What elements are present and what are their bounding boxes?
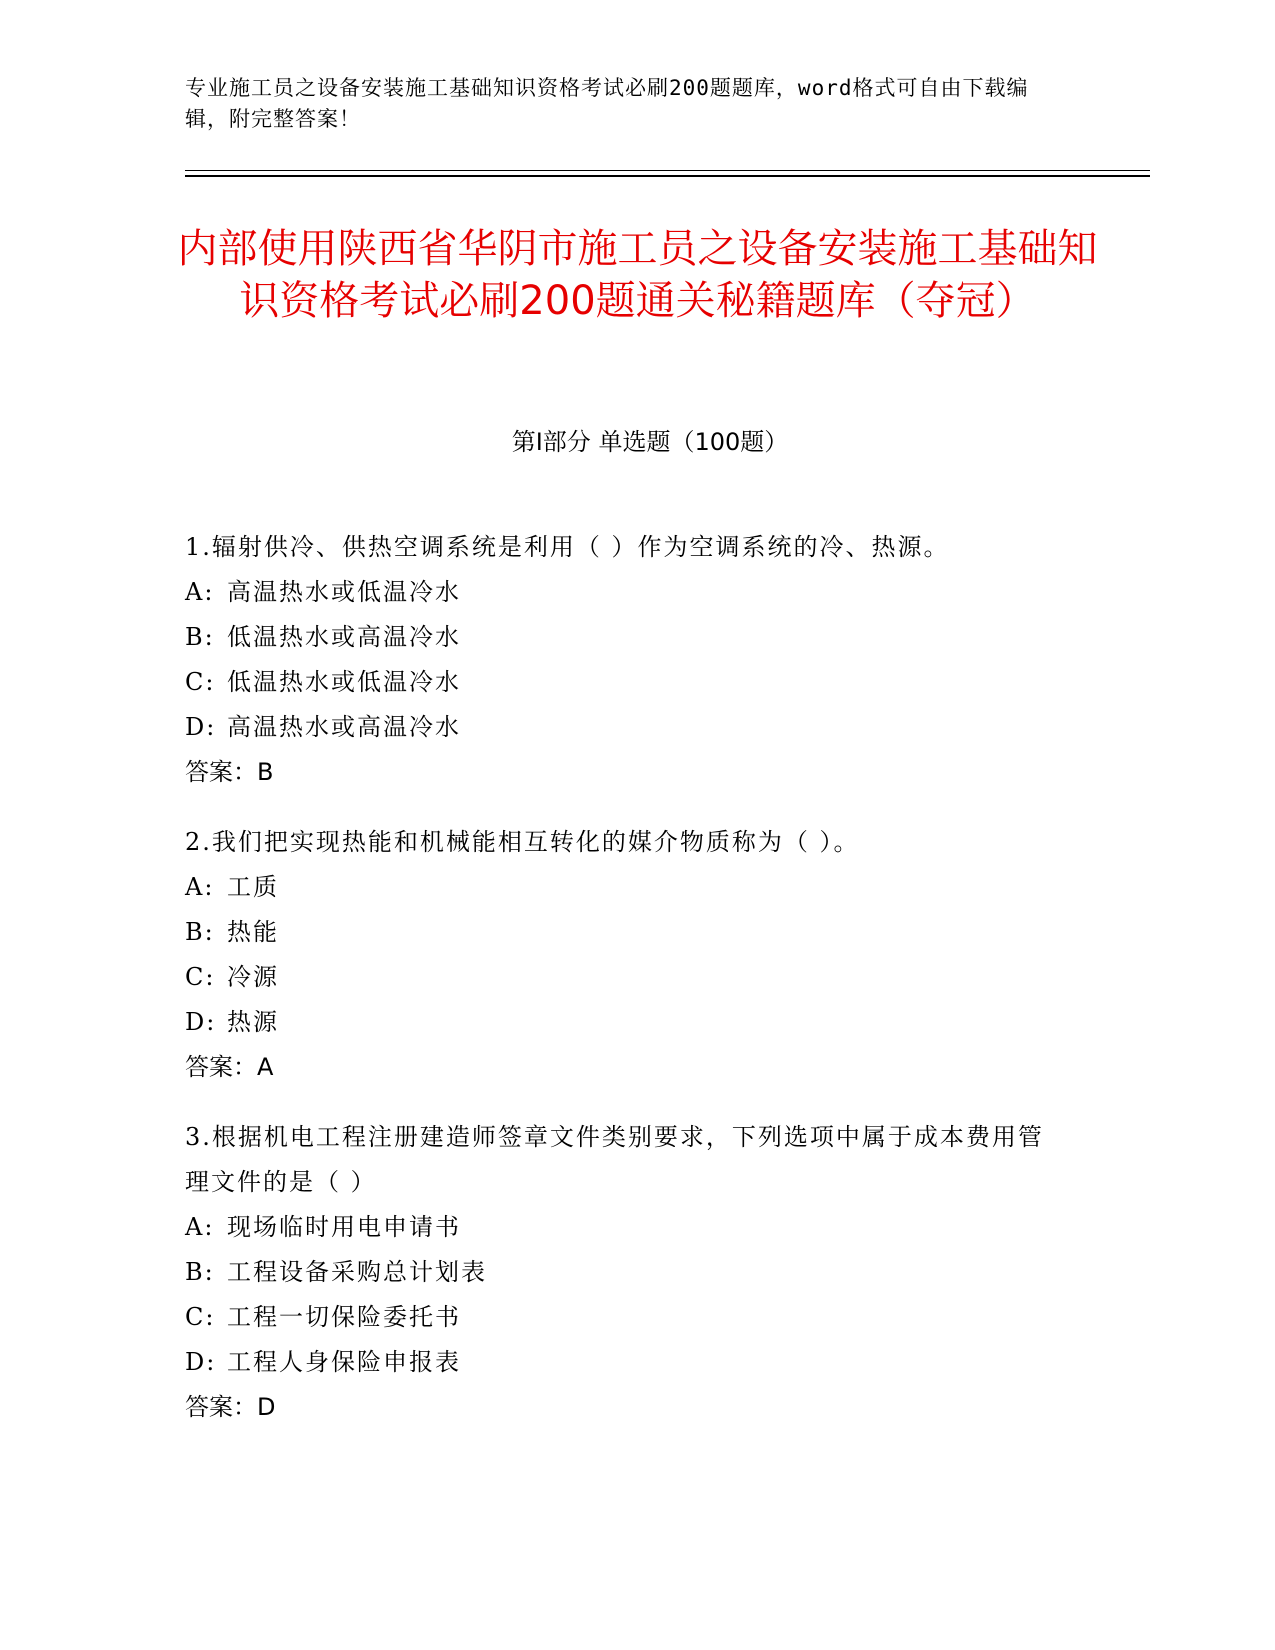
option-text: 工质: [227, 873, 279, 901]
option-key: C:: [185, 963, 216, 991]
question-3: [185, 1115, 1065, 1430]
option-text: 工程人身保险申报表: [227, 1348, 461, 1376]
option-text: 低温热水或高温冷水: [227, 623, 461, 651]
option-key: D:: [185, 1348, 217, 1376]
answer: 答案：B: [185, 758, 274, 786]
option-a: [185, 570, 1065, 615]
option-key: C:: [185, 668, 216, 696]
document-title: 内部使用陕西省华阴市施工员之设备安装施工基础知识资格考试必刷200题通关秘籍题库（夺冠）: [177, 226, 1098, 324]
option-b: [185, 615, 1065, 660]
question-1: [185, 525, 1065, 795]
header-divider-thin: [185, 170, 1150, 171]
option-d: [185, 1000, 1065, 1045]
option-key: A:: [185, 578, 215, 606]
option-d: [185, 1340, 1065, 1385]
option-a: [185, 1205, 1065, 1250]
option-c: [185, 660, 1065, 705]
option-text: 低温热水或低温冷水: [227, 668, 461, 696]
option-key: D:: [185, 1008, 217, 1036]
header-divider-thick: [185, 175, 1150, 177]
option-b: [185, 910, 1065, 955]
answer: 答案：A: [185, 1053, 274, 1081]
option-text: 工程设备采购总计划表: [227, 1258, 487, 1286]
question-stem: 3.根据机电工程注册建造师签章文件类别要求，下列选项中属于成本费用管理文件的是（ ）: [185, 1123, 1044, 1196]
option-text: 冷源: [227, 963, 279, 991]
option-key: B:: [185, 623, 215, 651]
section-title: 第Ⅰ部分 单选题（100题）: [511, 428, 789, 456]
question-stem: 1.辐射供冷、供热空调系统是利用（ ）作为空调系统的冷、热源。: [185, 533, 950, 561]
answer: 答案：D: [185, 1393, 276, 1421]
question-list: [185, 525, 1065, 1455]
option-text: 热源: [227, 1008, 279, 1036]
option-d: [185, 705, 1065, 750]
option-text: 工程一切保险委托书: [227, 1303, 461, 1331]
question-2: [185, 820, 1065, 1090]
option-key: D:: [185, 713, 217, 741]
option-b: [185, 1250, 1065, 1295]
option-text: 热能: [227, 918, 279, 946]
option-c: [185, 955, 1065, 1000]
option-key: B:: [185, 918, 215, 946]
question-stem: 2.我们把实现热能和机械能相互转化的媒介物质称为（ ）。: [185, 828, 860, 856]
option-key: B:: [185, 1258, 215, 1286]
option-text: 高温热水或低温冷水: [227, 578, 461, 606]
option-a: [185, 865, 1065, 910]
option-text: 现场临时用电申请书: [227, 1213, 461, 1241]
option-key: A:: [185, 1213, 215, 1241]
header-note: 专业施工员之设备安装施工基础知识资格考试必刷200题题库，word格式可自由下载编辑，附完整答案！: [185, 76, 1029, 131]
option-key: A:: [185, 873, 215, 901]
option-text: 高温热水或高温冷水: [227, 713, 461, 741]
option-c: [185, 1295, 1065, 1340]
option-key: C:: [185, 1303, 216, 1331]
